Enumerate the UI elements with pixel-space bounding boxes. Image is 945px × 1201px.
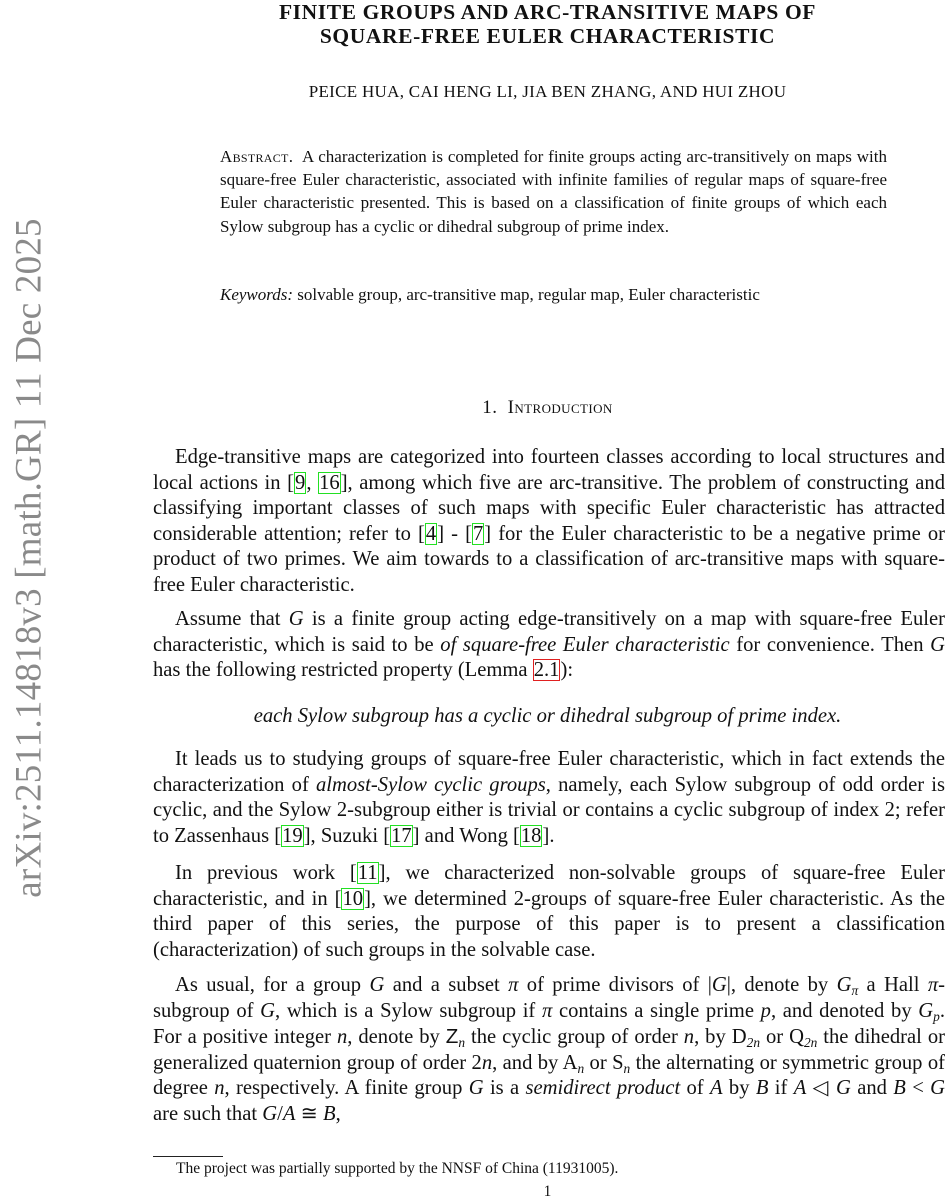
- text-run: if: [768, 1077, 794, 1100]
- text-run: <: [905, 1077, 931, 1100]
- paragraph-4: [153, 861, 945, 963]
- text-run: ◁: [806, 1077, 836, 1100]
- text-run: a Hall: [858, 974, 928, 996]
- emphasis: of square-free Euler characteristic: [440, 633, 730, 656]
- abstract-text: A characterization is completed for finite groups acting arc-transitively on maps with square-free Euler characteristic, associated with infinite families of regular maps of square-free Euler characteristic presented. This is based on a classification of finite groups of which each Sylow subgroup has a cyclic or dihedral subgroup of prime index.: [220, 147, 887, 236]
- text-run: ,: [335, 1102, 341, 1125]
- arxiv-identifier-stamp: [2, 178, 56, 938]
- text-run: , by: [694, 1026, 732, 1049]
- math-symbol: G: [836, 974, 852, 996]
- citation-link-17[interactable]: 17: [391, 824, 412, 847]
- keywords-text: solvable group, arc-transitive map, regular map, Euler characteristic: [297, 285, 760, 304]
- lemma-reference-link[interactable]: 2.1: [533, 659, 560, 682]
- title-line-1: FINITE GROUPS AND ARC-TRANSITIVE MAPS OF: [278, 0, 817, 24]
- text-run: or: [760, 1026, 790, 1049]
- text-run: is a: [483, 1077, 526, 1100]
- emphasis: semidirect product: [525, 1077, 681, 1100]
- text-run: contains a single prime: [552, 999, 761, 1022]
- math-symbol: n: [683, 1026, 695, 1049]
- text-run: the cyclic group of order: [465, 1026, 684, 1049]
- paper-title: [150, 0, 945, 48]
- text-run: of: [680, 1077, 710, 1100]
- math-symbol: B: [322, 1102, 336, 1125]
- math-symbol: G: [836, 1077, 851, 1100]
- math-symbol: G: [918, 999, 934, 1022]
- math-subscript: n: [623, 1060, 631, 1076]
- math-symbol: G: [288, 608, 304, 630]
- text-run: ] and Wong [: [412, 824, 520, 847]
- text-run: or: [584, 1051, 613, 1074]
- math-symbol: Q: [789, 1026, 804, 1049]
- math-symbol: G: [260, 999, 276, 1022]
- citation-link-10[interactable]: 10: [342, 887, 364, 910]
- text-run: Edge-transitive maps are categorized into fourteen classes according to local structures and local actions in [: [153, 446, 945, 494]
- text-run: ] - [: [437, 522, 472, 545]
- math-symbol: π: [508, 974, 519, 996]
- math-symbol: B: [893, 1077, 906, 1100]
- math-symbol: n: [214, 1077, 225, 1100]
- math-subscript: 2n: [803, 1035, 818, 1051]
- footnote-funding: The project was partially supported by the NNSF of China (11931005).: [176, 1160, 619, 1177]
- citation-link-7[interactable]: 7: [472, 522, 484, 545]
- paragraph-5: [153, 973, 945, 1128]
- citation-link-18[interactable]: 18: [520, 824, 542, 847]
- text-run: . For a positive integer: [153, 999, 945, 1049]
- text-run: , respectively. A finite group: [224, 1077, 469, 1100]
- text-run: , which is a Sylow subgroup if: [275, 999, 542, 1022]
- text-run: ≅: [295, 1102, 323, 1125]
- math-symbol: π: [927, 974, 939, 996]
- math-symbol: n: [336, 1026, 348, 1049]
- text-run: /: [277, 1102, 283, 1125]
- emphasis: almost-Sylow cyclic groups: [315, 773, 546, 796]
- displayed-property: each Sylow subgroup has a cyclic or dihedral subgroup of prime index.: [253, 705, 842, 727]
- math-symbol: G: [262, 1102, 278, 1125]
- text-run: , and by: [492, 1051, 563, 1074]
- text-run: are such that: [153, 1102, 263, 1125]
- text-run: ].: [542, 824, 555, 847]
- math-symbol: p: [760, 999, 771, 1022]
- arxiv-stamp-text: arXiv:2511.14818v3 [math.GR] 11 Dec 2025: [8, 218, 50, 898]
- citation-link-9[interactable]: 9: [295, 471, 306, 494]
- math-symbol: G: [930, 1077, 945, 1100]
- math-subscript: n: [577, 1060, 585, 1076]
- text-run: the dihedral or generalized quaternion group of order 2: [153, 1026, 945, 1074]
- math-symbol: A: [710, 1077, 723, 1100]
- text-run: is a finite group acting edge-transitively on a map with square-free Euler characteristic, which is said to be: [153, 608, 945, 656]
- math-symbol: A: [793, 1077, 807, 1100]
- math-symbol: π: [541, 999, 553, 1022]
- math-symbol: A: [562, 1051, 578, 1074]
- math-symbol: S: [612, 1051, 624, 1074]
- math-symbol: G: [711, 974, 727, 996]
- math-subscript: π: [851, 983, 859, 999]
- math-symbol: B: [755, 1077, 769, 1100]
- paragraph-1: [153, 445, 945, 599]
- text-run: Assume that: [175, 608, 289, 630]
- text-run: has the following restricted property (Lemma: [153, 659, 533, 682]
- keywords: [220, 283, 900, 306]
- abstract-label: Abstract.: [220, 147, 294, 166]
- text-run: by: [722, 1077, 756, 1100]
- math-symbol: G: [468, 1077, 484, 1100]
- text-run: In previous work [: [175, 862, 357, 884]
- text-run: ], among which five are arc-transitive. The problem of constructing and classifying important classes of such maps with specific Euler characteristic has attracted considerable attention; refer to [: [153, 471, 945, 545]
- footnote-divider: [153, 1156, 223, 1157]
- author-list: PEICE HUA, CAI HENG LI, JIA BEN ZHANG, AND HUI ZHOU: [308, 82, 787, 101]
- text-run: and: [850, 1077, 894, 1100]
- text-run: -subgroup of: [153, 974, 945, 1022]
- text-run: , namely, each Sylow subgroup of odd order is cyclic, and the Sylow 2-subgroup either is trivial or contains a cyclic subgroup of index 2; refer to Zassenhaus [: [153, 773, 945, 847]
- text-run: It leads us to studying groups of square-free Euler characteristic, which in fact extends the characterization of: [153, 748, 945, 796]
- citation-link-4[interactable]: 4: [425, 522, 437, 545]
- text-run: ], we determined 2-groups of square-free Euler characteristic. As the third paper of this series, the purpose of this paper is to present a classification (characterization) of such groups in the solvable case.: [153, 887, 945, 961]
- text-run: for convenience. Then: [729, 633, 931, 656]
- text-run: ,: [306, 471, 319, 494]
- citation-link-19[interactable]: 19: [282, 824, 303, 847]
- citation-link-16[interactable]: 16: [319, 471, 340, 494]
- text-run: ):: [560, 659, 574, 682]
- text-run: ], Suzuki [: [303, 824, 391, 847]
- text-run: , denote by: [347, 1026, 446, 1049]
- text-run: and a subset: [384, 974, 509, 996]
- math-symbol: n: [481, 1051, 493, 1074]
- text-run: of prime divisors of |: [518, 974, 712, 996]
- paragraph-3: [153, 747, 945, 849]
- math-symbol: Z: [445, 1025, 459, 1049]
- abstract: [220, 145, 887, 238]
- text-run: ] for the Euler characteristic to be a negative prime or product of two primes. We aim towards to a classification of arc-transitive maps with square-free Euler characteristic.: [153, 522, 945, 596]
- math-subscript: n: [458, 1035, 466, 1051]
- math-symbol: G: [369, 974, 385, 996]
- math-subscript: p: [933, 1008, 940, 1024]
- math-symbol: A: [282, 1102, 296, 1125]
- section-number: 1.: [482, 397, 498, 418]
- citation-link-11[interactable]: 11: [357, 862, 378, 884]
- text-run: ], we characterized non-solvable groups of square-free Euler characteristic, and in [: [153, 862, 945, 910]
- page-number: 1: [543, 1183, 552, 1200]
- section-title: Introduction: [507, 397, 613, 418]
- title-line-2: SQUARE-FREE EULER CHARACTERISTIC: [319, 24, 776, 48]
- keywords-label: Keywords:: [220, 285, 294, 304]
- paragraph-2: [153, 607, 945, 684]
- text-run: the alternating or symmetric group of degree: [153, 1051, 945, 1100]
- math-subscript: 2n: [746, 1035, 760, 1051]
- text-run: , and denoted by: [770, 999, 919, 1022]
- math-symbol: G: [930, 633, 945, 656]
- section-heading-introduction: [150, 397, 945, 419]
- text-run: |, denote by: [726, 974, 837, 996]
- text-run: As usual, for a group: [175, 974, 370, 996]
- math-symbol: D: [731, 1026, 747, 1049]
